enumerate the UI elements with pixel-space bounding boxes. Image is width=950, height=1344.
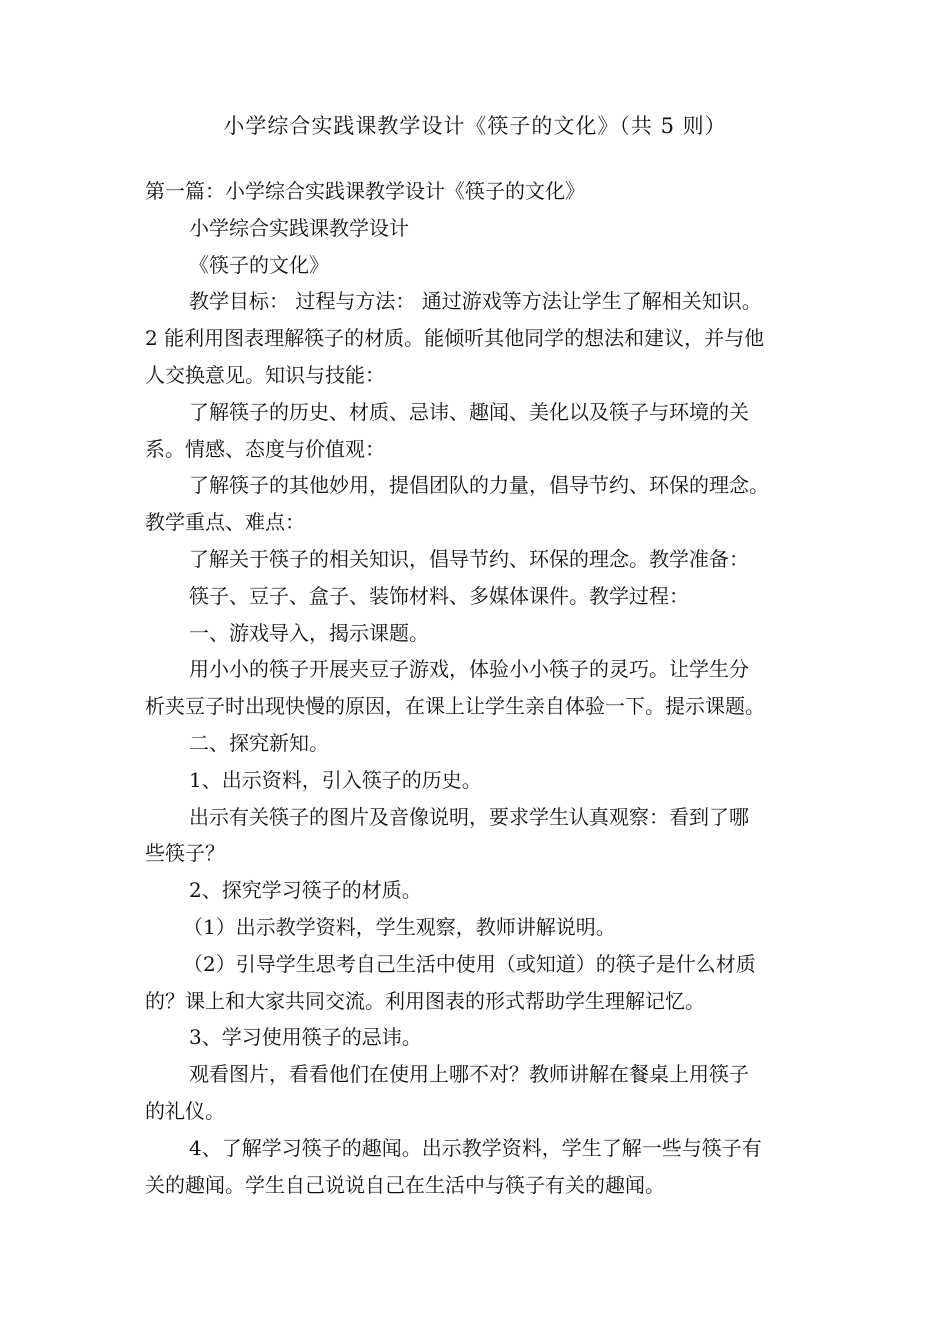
paragraph-line: 用小小的筷子开展夹豆子游戏，体验小小筷子的灵巧。让学生分 — [189, 657, 749, 682]
paragraph-line: 教学目标： 过程与方法： 通过游戏等方法让学生了解相关知识。 — [189, 289, 762, 314]
paragraph-line: 二、探究新知。 — [189, 730, 329, 755]
paragraph-line: （1）出示教学资料，学生观察，教师讲解说明。 — [183, 914, 616, 939]
paragraph-line: 析夹豆子时出现快慢的原因，在课上让学生亲自体验一下。提示课题。 — [145, 694, 765, 719]
paragraph-line: （2）引导学生思考自己生活中使用（或知道）的筷子是什么材质 — [183, 951, 756, 976]
paragraph-line: 出示有关筷子的图片及音像说明，要求学生认真观察：看到了哪 — [189, 804, 749, 829]
paragraph-line: 4、了解学习筷子的趣闻。出示教学资料，学生了解一些与筷子有 — [189, 1135, 762, 1160]
paragraph-line: 2 能利用图表理解筷子的材质。能倾听其他同学的想法和建议，并与他 — [145, 326, 765, 351]
paragraph-line: 了解关于筷子的相关知识，倡导节约、环保的理念。教学准备： — [189, 546, 749, 571]
subtitle-line: 小学综合实践课教学设计 — [189, 215, 409, 240]
document-title: 小学综合实践课教学设计《筷子的文化》（共 5 则） — [223, 114, 727, 138]
paragraph-line: 2、探究学习筷子的材质。 — [189, 878, 422, 903]
document-body — [145, 173, 815, 1203]
paragraph-line: 1、出示资料，引入筷子的历史。 — [189, 767, 482, 792]
paragraph-line: 系。情感、态度与价值观： — [145, 436, 385, 461]
paragraph-line: 了解筷子的其他妙用，提倡团队的力量，倡导节约、环保的理念。 — [189, 473, 769, 498]
paragraph-line: 了解筷子的历史、材质、忌讳、趣闻、美化以及筷子与环境的关 — [189, 399, 749, 424]
paragraph-line: 的？课上和大家共同交流。利用图表的形式帮助学生理解记忆。 — [145, 988, 705, 1013]
section-heading: 第一篇：小学综合实践课教学设计《筷子的文化》 — [145, 179, 585, 203]
subtitle-line: 《筷子的文化》 — [189, 252, 329, 277]
paragraph-line: 一、游戏导入，揭示课题。 — [189, 620, 429, 645]
paragraph-line: 筷子、豆子、盒子、装饰材料、多媒体课件。教学过程： — [189, 583, 689, 608]
paragraph-line: 3、学习使用筷子的忌讳。 — [189, 1025, 422, 1050]
paragraph-line: 人交换意见。知识与技能： — [145, 362, 385, 387]
paragraph-line: 的礼仪。 — [145, 1098, 225, 1123]
paragraph-line: 关的趣闻。学生自己说说自己在生活中与筷子有关的趣闻。 — [145, 1172, 665, 1197]
paragraph-line: 观看图片，看看他们在使用上哪不对？教师讲解在餐桌上用筷子 — [189, 1062, 749, 1087]
paragraph-line: 些筷子？ — [145, 841, 225, 866]
paragraph-line: 教学重点、难点： — [145, 510, 305, 535]
